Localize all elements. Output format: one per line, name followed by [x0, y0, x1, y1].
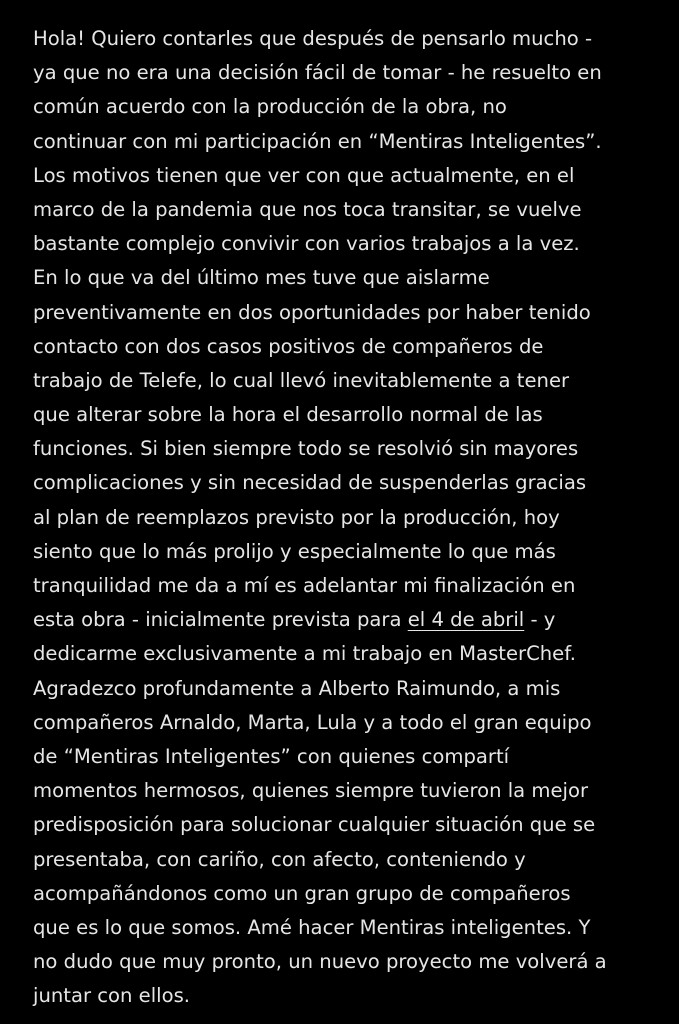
- note-line: Agradezco profundamente a Alberto Raimundo, a mis: [33, 676, 561, 700]
- note-line: momentos hermosos, quienes siempre tuvieron la mejor: [33, 779, 589, 803]
- note-line: En lo que va del último mes tuve que aislarme: [33, 266, 490, 290]
- note-line: dedicarme exclusivamente a mi trabajo en MasterChef.: [33, 642, 576, 666]
- line-text-after-link: - y: [524, 608, 556, 632]
- note-line: preventivamente en dos oportunidades por haber tenido: [33, 300, 591, 324]
- note-line: funciones. Si bien siempre todo se resolvió sin mayores: [33, 437, 579, 461]
- note-line: complicaciones y sin necesidad de suspenderlas gracias: [33, 471, 587, 495]
- note-line: ya que no era una decisión fácil de tomar - he resuelto en: [33, 61, 602, 85]
- note-line: compañeros Arnaldo, Marta, Lula y a todo el gran equipo: [33, 710, 592, 734]
- note-line: común acuerdo con la producción de la obra, no: [33, 95, 507, 119]
- note-line: acompañándonos como un gran grupo de compañeros: [33, 881, 571, 905]
- note-line-with-date-link: [33, 603, 663, 637]
- note-line: marco de la pandemia que nos toca transitar, se vuelve: [33, 197, 582, 221]
- note-line: de “Mentiras Inteligentes” con quienes compartí: [33, 744, 510, 768]
- note-line: bastante complejo convivir con varios trabajos a la vez.: [33, 232, 580, 256]
- note-line: continuar con mi participación en “Mentiras Inteligentes”.: [33, 129, 602, 153]
- note-line: que alterar sobre la hora el desarrollo normal de las: [33, 403, 543, 427]
- note-line: juntar con ellos.: [33, 984, 191, 1008]
- note-line: tranquilidad me da a mí es adelantar mi finalización en: [33, 574, 576, 597]
- note-line: siento que lo más prolijo y especialmente lo que más: [33, 539, 556, 563]
- note-line: trabajo de Telefe, lo cual llevó inevitablemente a tener: [33, 368, 570, 392]
- note-line: predisposición para solucionar cualquier situación que se: [33, 813, 596, 837]
- note-line: no dudo que muy pronto, un nuevo proyecto me volverá a: [33, 950, 607, 974]
- note-line: contacto con dos casos positivos de compañeros de: [33, 334, 544, 358]
- line-text-before-link: esta obra - inicialmente prevista para: [33, 608, 408, 632]
- note-line: al plan de reemplazos previsto por la producción, hoy: [33, 505, 560, 529]
- note-line: Los motivos tienen que ver con que actualmente, en el: [33, 163, 575, 187]
- note-line: presentaba, con cariño, con afecto, conteniendo y: [33, 847, 526, 871]
- date-link[interactable]: el 4 de abril: [407, 608, 525, 632]
- note-line: que es lo que somos. Amé hacer Mentiras inteligentes. Y: [33, 915, 591, 939]
- note-line: Hola! Quiero contarles que después de pensarlo mucho -: [33, 27, 593, 50]
